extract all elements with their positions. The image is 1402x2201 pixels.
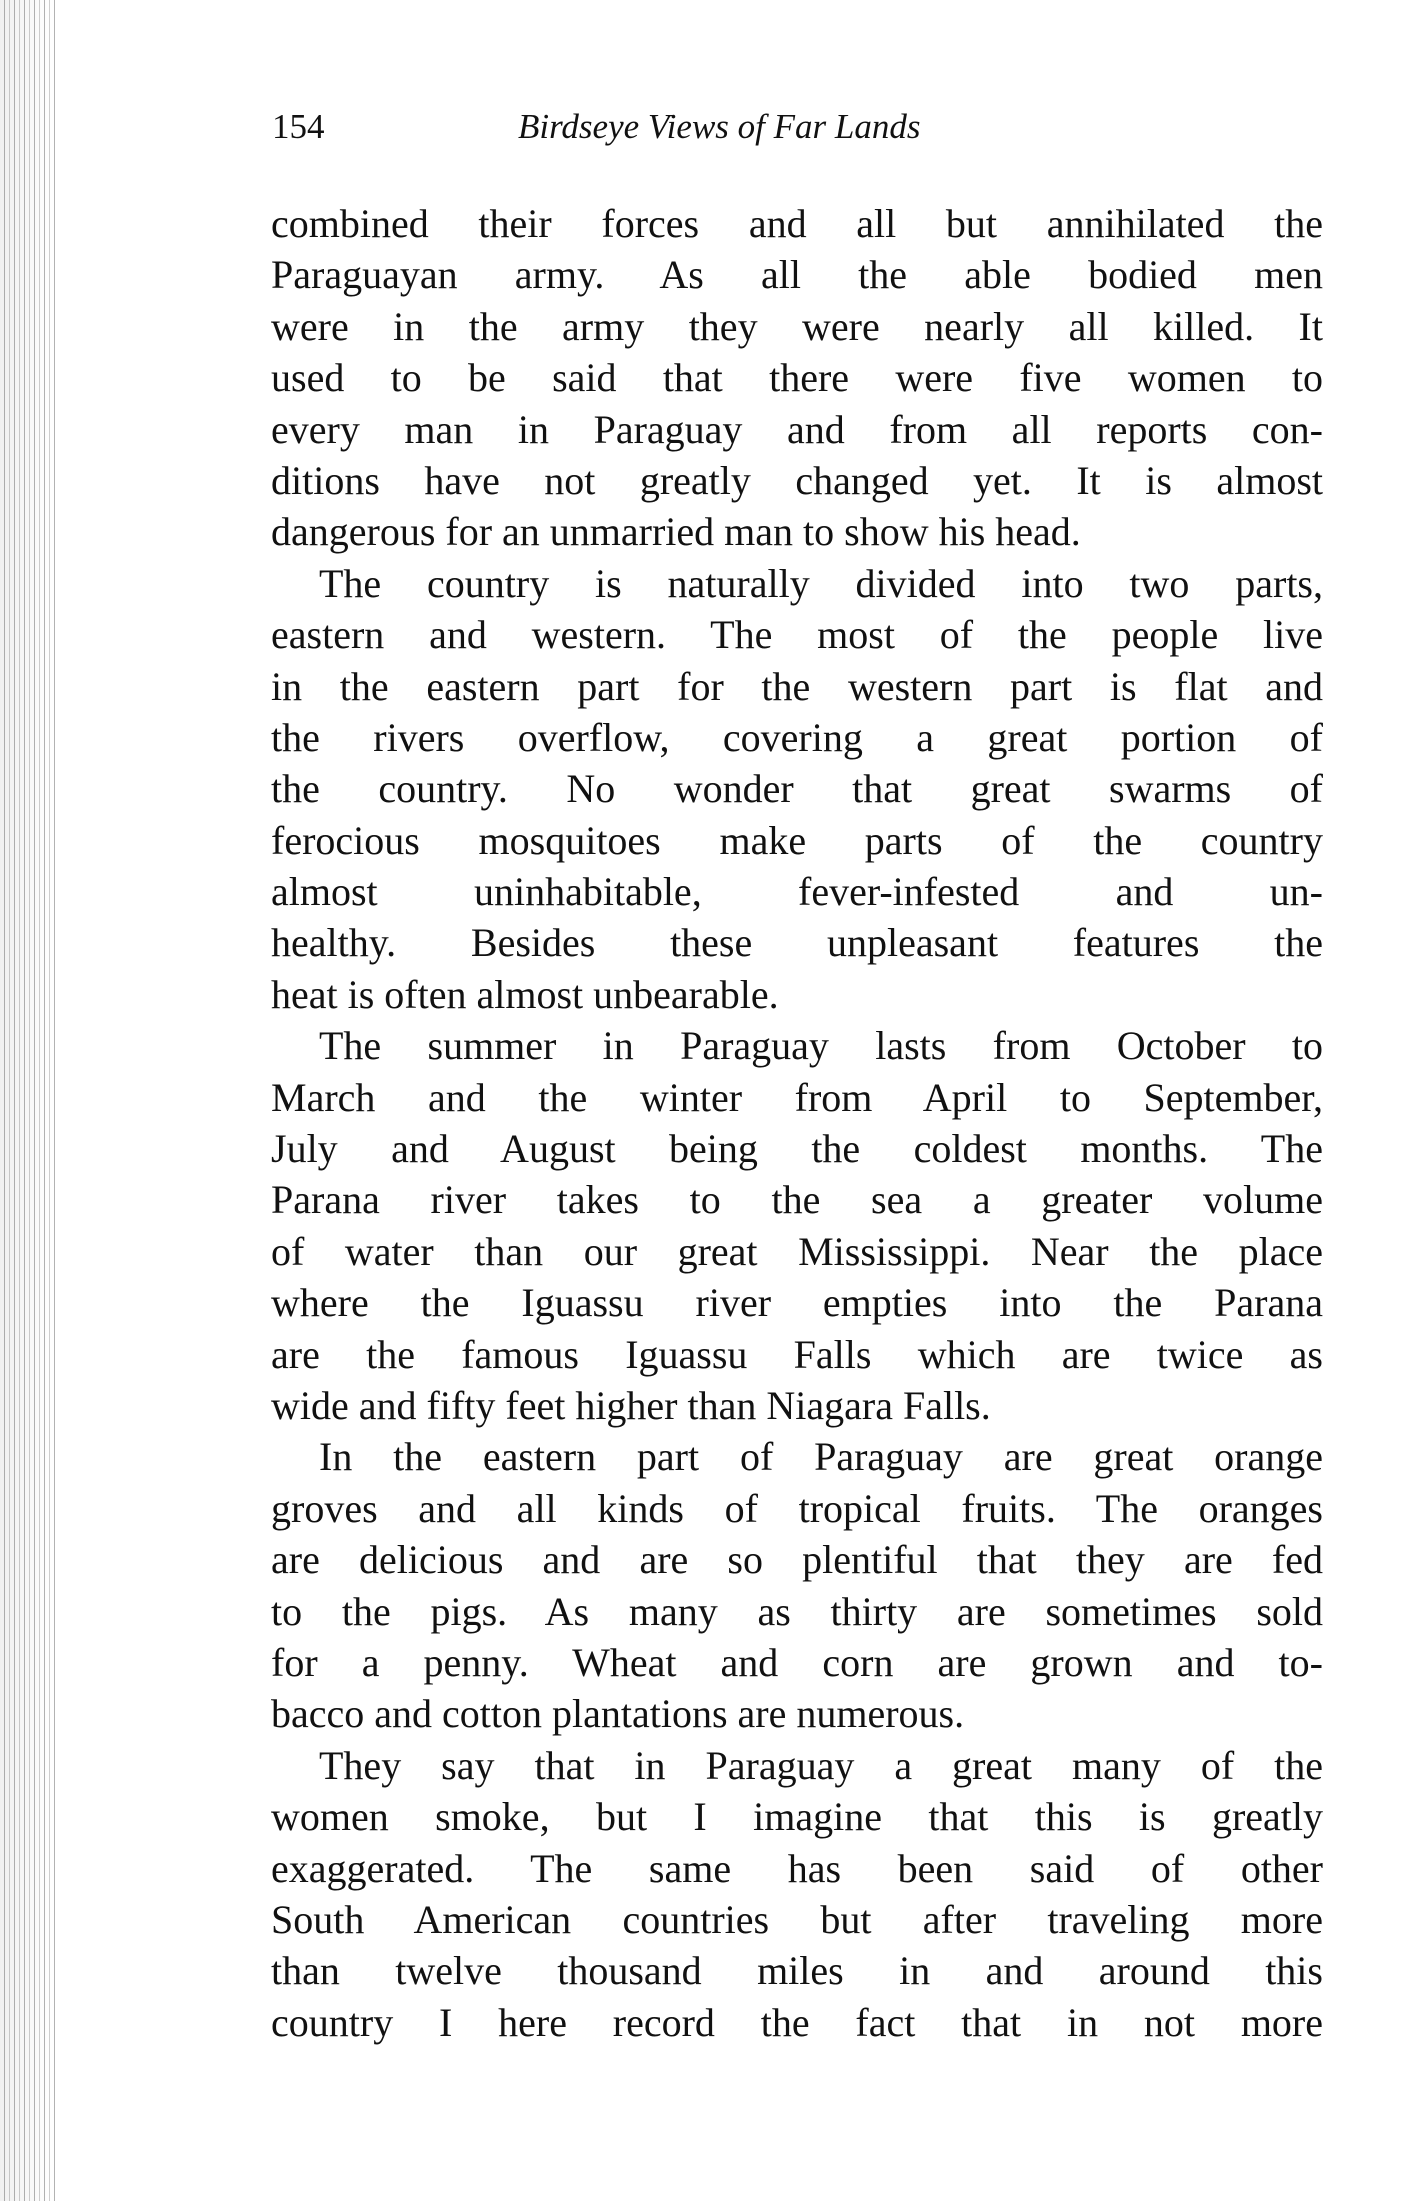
paragraph — [271, 1740, 1323, 2048]
text-line: In the eastern part of Paraguay are great orange — [319, 1434, 1323, 1480]
paragraph — [271, 1431, 1323, 1739]
text-line: wide and fifty feet higher than Niagara Falls. — [271, 1382, 991, 1428]
text-line: March and the winter from April to September, — [271, 1074, 1323, 1120]
text-line: women smoke, but I imagine that this is greatly — [271, 1794, 1323, 1840]
text-line: bacco and cotton plantations are numerous. — [271, 1691, 965, 1737]
text-line: where the Iguassu river empties into the Parana — [271, 1280, 1323, 1326]
text-line: ditions have not greatly changed yet. It is almost — [271, 457, 1323, 503]
text-line: The country is naturally divided into two parts, — [319, 560, 1323, 606]
paragraph — [271, 198, 1323, 558]
book-title: Birdseye Views of Far Lands — [518, 107, 921, 146]
text-line: heat is often almost unbearable. — [271, 971, 779, 1017]
text-line: used to be said that there were five women to — [271, 355, 1323, 401]
text-line: eastern and western. The most of the people live — [271, 612, 1323, 658]
page-number: 154 — [272, 107, 325, 146]
text-line: the country. No wonder that great swarms of — [271, 766, 1323, 812]
paragraph — [271, 558, 1323, 1021]
text-line: groves and all kinds of tropical fruits. The oranges — [271, 1485, 1323, 1531]
text-line: Paraguayan army. As all the able bodied men — [271, 252, 1323, 298]
text-line: of water than our great Mississippi. Near the place — [271, 1228, 1323, 1274]
text-line: The summer in Paraguay lasts from October to — [319, 1023, 1323, 1069]
text-line: almost uninhabitable, fever-infested and un- — [271, 869, 1323, 915]
paragraph — [271, 1020, 1323, 1431]
text-line: They say that in Paraguay a great many of the — [319, 1742, 1323, 1788]
text-line: in the eastern part for the western part is flat and — [271, 663, 1323, 709]
text-line: exaggerated. The same has been said of other — [271, 1845, 1323, 1891]
text-line: healthy. Besides these unpleasant features the — [271, 920, 1323, 966]
text-line: July and August being the coldest months. The — [271, 1126, 1323, 1172]
text-line: ferocious mosquitoes make parts of the country — [271, 817, 1323, 863]
text-line: are delicious and are so plentiful that they are fed — [271, 1537, 1323, 1583]
text-line: were in the army they were nearly all killed. It — [271, 303, 1323, 349]
page-binding-edge — [0, 0, 58, 2201]
text-line: are the famous Iguassu Falls which are twice as — [271, 1331, 1323, 1377]
text-line: every man in Paraguay and from all reports con- — [271, 406, 1323, 452]
text-line: than twelve thousand miles in and around this — [271, 1948, 1323, 1994]
text-line: South American countries but after traveling more — [271, 1896, 1323, 1942]
text-line: dangerous for an unmarried man to show his head. — [271, 509, 1081, 555]
running-head — [272, 102, 1072, 152]
body-text — [271, 198, 1323, 2048]
text-line: for a penny. Wheat and corn are grown and to- — [271, 1639, 1323, 1685]
text-line: the rivers overflow, covering a great portion of — [271, 714, 1323, 760]
text-line: country I here record the fact that in not more — [271, 1999, 1323, 2045]
text-line: Parana river takes to the sea a greater volume — [271, 1177, 1323, 1223]
text-line: to the pigs. As many as thirty are sometimes sold — [271, 1588, 1323, 1634]
text-line: combined their forces and all but annihilated the — [271, 201, 1323, 246]
